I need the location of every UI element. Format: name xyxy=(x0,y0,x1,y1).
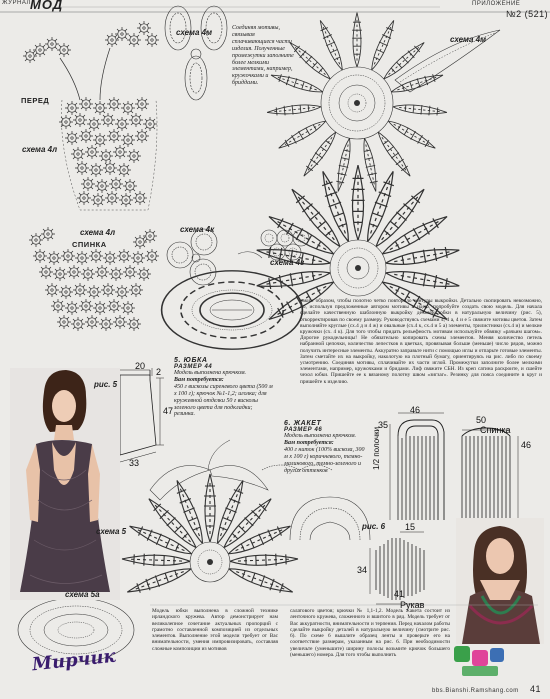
label-schema-5a: схема 5а xyxy=(65,590,100,599)
label-fig5: рис. 5 xyxy=(94,380,118,389)
schema-4l-oval-diagram xyxy=(162,271,303,349)
label-schema-4k: схема 4к xyxy=(180,225,215,234)
section-5-size: РАЗМЕР 44 xyxy=(174,364,213,370)
section-6-desc: Модель выполнена крючком. xyxy=(284,433,357,439)
schema-4l-trefoil-diagram xyxy=(167,229,262,285)
skirt-dim-waist: 2 xyxy=(156,367,162,377)
jacket-dim-sleeve-cuff: 15 xyxy=(405,522,416,532)
dress-model-photo xyxy=(10,368,120,600)
skirt-dim-width-top: 20 xyxy=(135,361,146,371)
section-6-title: 6. ЖАКЕТ xyxy=(284,420,322,427)
bottom-right-text: салатового цветов; крючки № 1,1-1,2. Модель жакета состоит из ленточного кружева, сложенного и вшитого в ряд. Модель требует от Вас аккуратности, внимательности и терпения. Перед началом работы сделайте выкройку деталей в натуральную величину (смотрите рис. 6). По схеме 6 вышлите образец ленты и проверьте его на соответствие размерам, указанным на рис. 6. При необходимости увеличьте (уменьшите) ширину полосы возьмите крючок большего (меньшего) номера. Для того чтобы выполнить xyxy=(290,608,450,659)
label-schema-4m-large: схема 4м xyxy=(450,35,486,44)
label-schema-4z: схема 4з xyxy=(270,258,305,267)
section-6-jacket xyxy=(284,420,368,474)
jacket-dim-sleeve-height: 34 xyxy=(357,565,368,575)
page-number: 41 xyxy=(530,684,542,694)
right-column-text: таким образом, чтобы полотно четко повторило контуры выкройки. Детально скопировать невозможно, но, используя предложенные автором мотивы и идею, попробуйте создать свою модель. Для начала сделайте качественную шаблонную выкройку деталей юбки в натуральную величину (рис. 5), откорректировав по своему размеру. Руководствуясь схемами 4, 4 а, 4 и е 5 свяжите мотивы цветов. Затем выполняйте круглые (сх.4 д и 4 ж) и овальные (сх.4 к, сх.4 и 5 а) элементы, трилистники (сх.4 и) и мелкие кружочки (сх. 4 к). Для того чтобы придать рельефность мотивам используйте обвязку «рачьим шагом». Дорогие рукодельницы! Не обязательно копировать схемы элементов. Меняя количество петель набранной цепочки, количество лепестков в цветках, провязывая больше (меньше) число рядов, можно получить интересные элементы. Аккуратно заправьте нити с помощью иглы и отпарьте готовые элементы. Затем сметайте их на выкройку, наколотую на плотный бумагу, ориентируясь на рис. либо по своему усмотрению. Соединяя мотивы, сплачивайте их части иглой. Промежутки заполните более мелкими элементами, например, кружочками и бридами. Лиф свяжите СБН. Из креп сатина раскроите, и сшейте чехол юбки. Пришейте ее к вязаному полотну швом «зигзаг». Резинку для пояса соедините в круг и пришейте к изделию. xyxy=(300,298,542,385)
section-5-skirt xyxy=(174,357,274,418)
label-sleeve: Рукав xyxy=(400,600,425,610)
author-signature: Мирчик xyxy=(31,645,117,676)
magazine-logo: МОД xyxy=(30,0,64,12)
jacket-dim-front-width: 46 xyxy=(410,405,421,415)
magazine-name-small: ЖУРНАЛ xyxy=(2,0,31,6)
front-bodice-diagram xyxy=(23,21,159,210)
label-back-piece: Спинка xyxy=(480,425,511,435)
jacket-dim-sleeve-width: 41 xyxy=(394,589,405,599)
schema-5-fan-diagram xyxy=(122,440,298,598)
label-half-front: 1/2 полочки xyxy=(372,426,381,470)
supplement-label: ПРИЛОЖЕНИЕ xyxy=(472,1,521,7)
jacket-model-photo xyxy=(456,518,544,644)
label-schema-5: схема 5 xyxy=(96,527,127,536)
site-stamp-logo xyxy=(454,646,524,686)
label-front: ПЕРЕД xyxy=(21,96,50,105)
section-5-materials-head: Вам потребуется: xyxy=(174,376,224,383)
watermark: bbs.Bianshi.Ramshang.com xyxy=(432,688,519,694)
label-back: СПИНКА xyxy=(72,240,107,249)
section-5-desc: Модель выполнена крючком. xyxy=(174,370,247,376)
label-schema-4l-back: схема 4л xyxy=(80,228,116,237)
section-5-title: 5. ЮБКА xyxy=(174,357,208,364)
jacket-dim-front-height: 35 xyxy=(378,420,389,430)
section-5-materials: 450 г вискозы сиреневого цвета (500 м x 100 г); крючок №1-1,2; иголка; для кружевной отделки 50 г вискозы зеленого цвета для подкладки; резинка. xyxy=(174,383,273,418)
section-6-size: РАЗМЕР 46 xyxy=(284,427,323,433)
skirt-pattern-fig5 xyxy=(118,368,164,462)
label-schema-4m-small: схема 4м xyxy=(176,28,212,37)
label-schema-4l: схема 4л xyxy=(22,145,58,154)
bottom-mid-text: Модель юбки выполнена в сложной технике ирландского кружева. Автор демонстрирует нам великолепное сочетание актуальных пропорций с грамотно составленной композицией из отдельных элементов. Выполнение этой модели требует от Вас внимательности, умения импровизировать, составляя сложные композиции из мотивов xyxy=(152,608,278,652)
skirt-dim-length: 47 xyxy=(163,406,174,416)
jacket-dim-back-width: 50 xyxy=(476,415,487,425)
schema-4m-small-diagram xyxy=(165,6,227,100)
section-6-materials-head: Вам потребуется: xyxy=(284,439,334,446)
label-fig6: рис. 6 xyxy=(362,522,386,531)
top-note-text: Соединяя мотивы, связывая сплачивающиеся части изделия. Полученные промежутки заполните более мелкими элементами, например, кружочками и бриддами. xyxy=(232,25,294,87)
skirt-dim-hem: 33 xyxy=(129,458,140,468)
jacket-dim-back-height: 46 xyxy=(521,440,532,450)
section-6-materials: 400 г ниток (100% вискоза, 300 м x 100 г) коричневого, темно-малинового, темно-зеленого и других оттенков xyxy=(284,446,365,474)
issue-number: №2 (521) xyxy=(506,9,549,19)
